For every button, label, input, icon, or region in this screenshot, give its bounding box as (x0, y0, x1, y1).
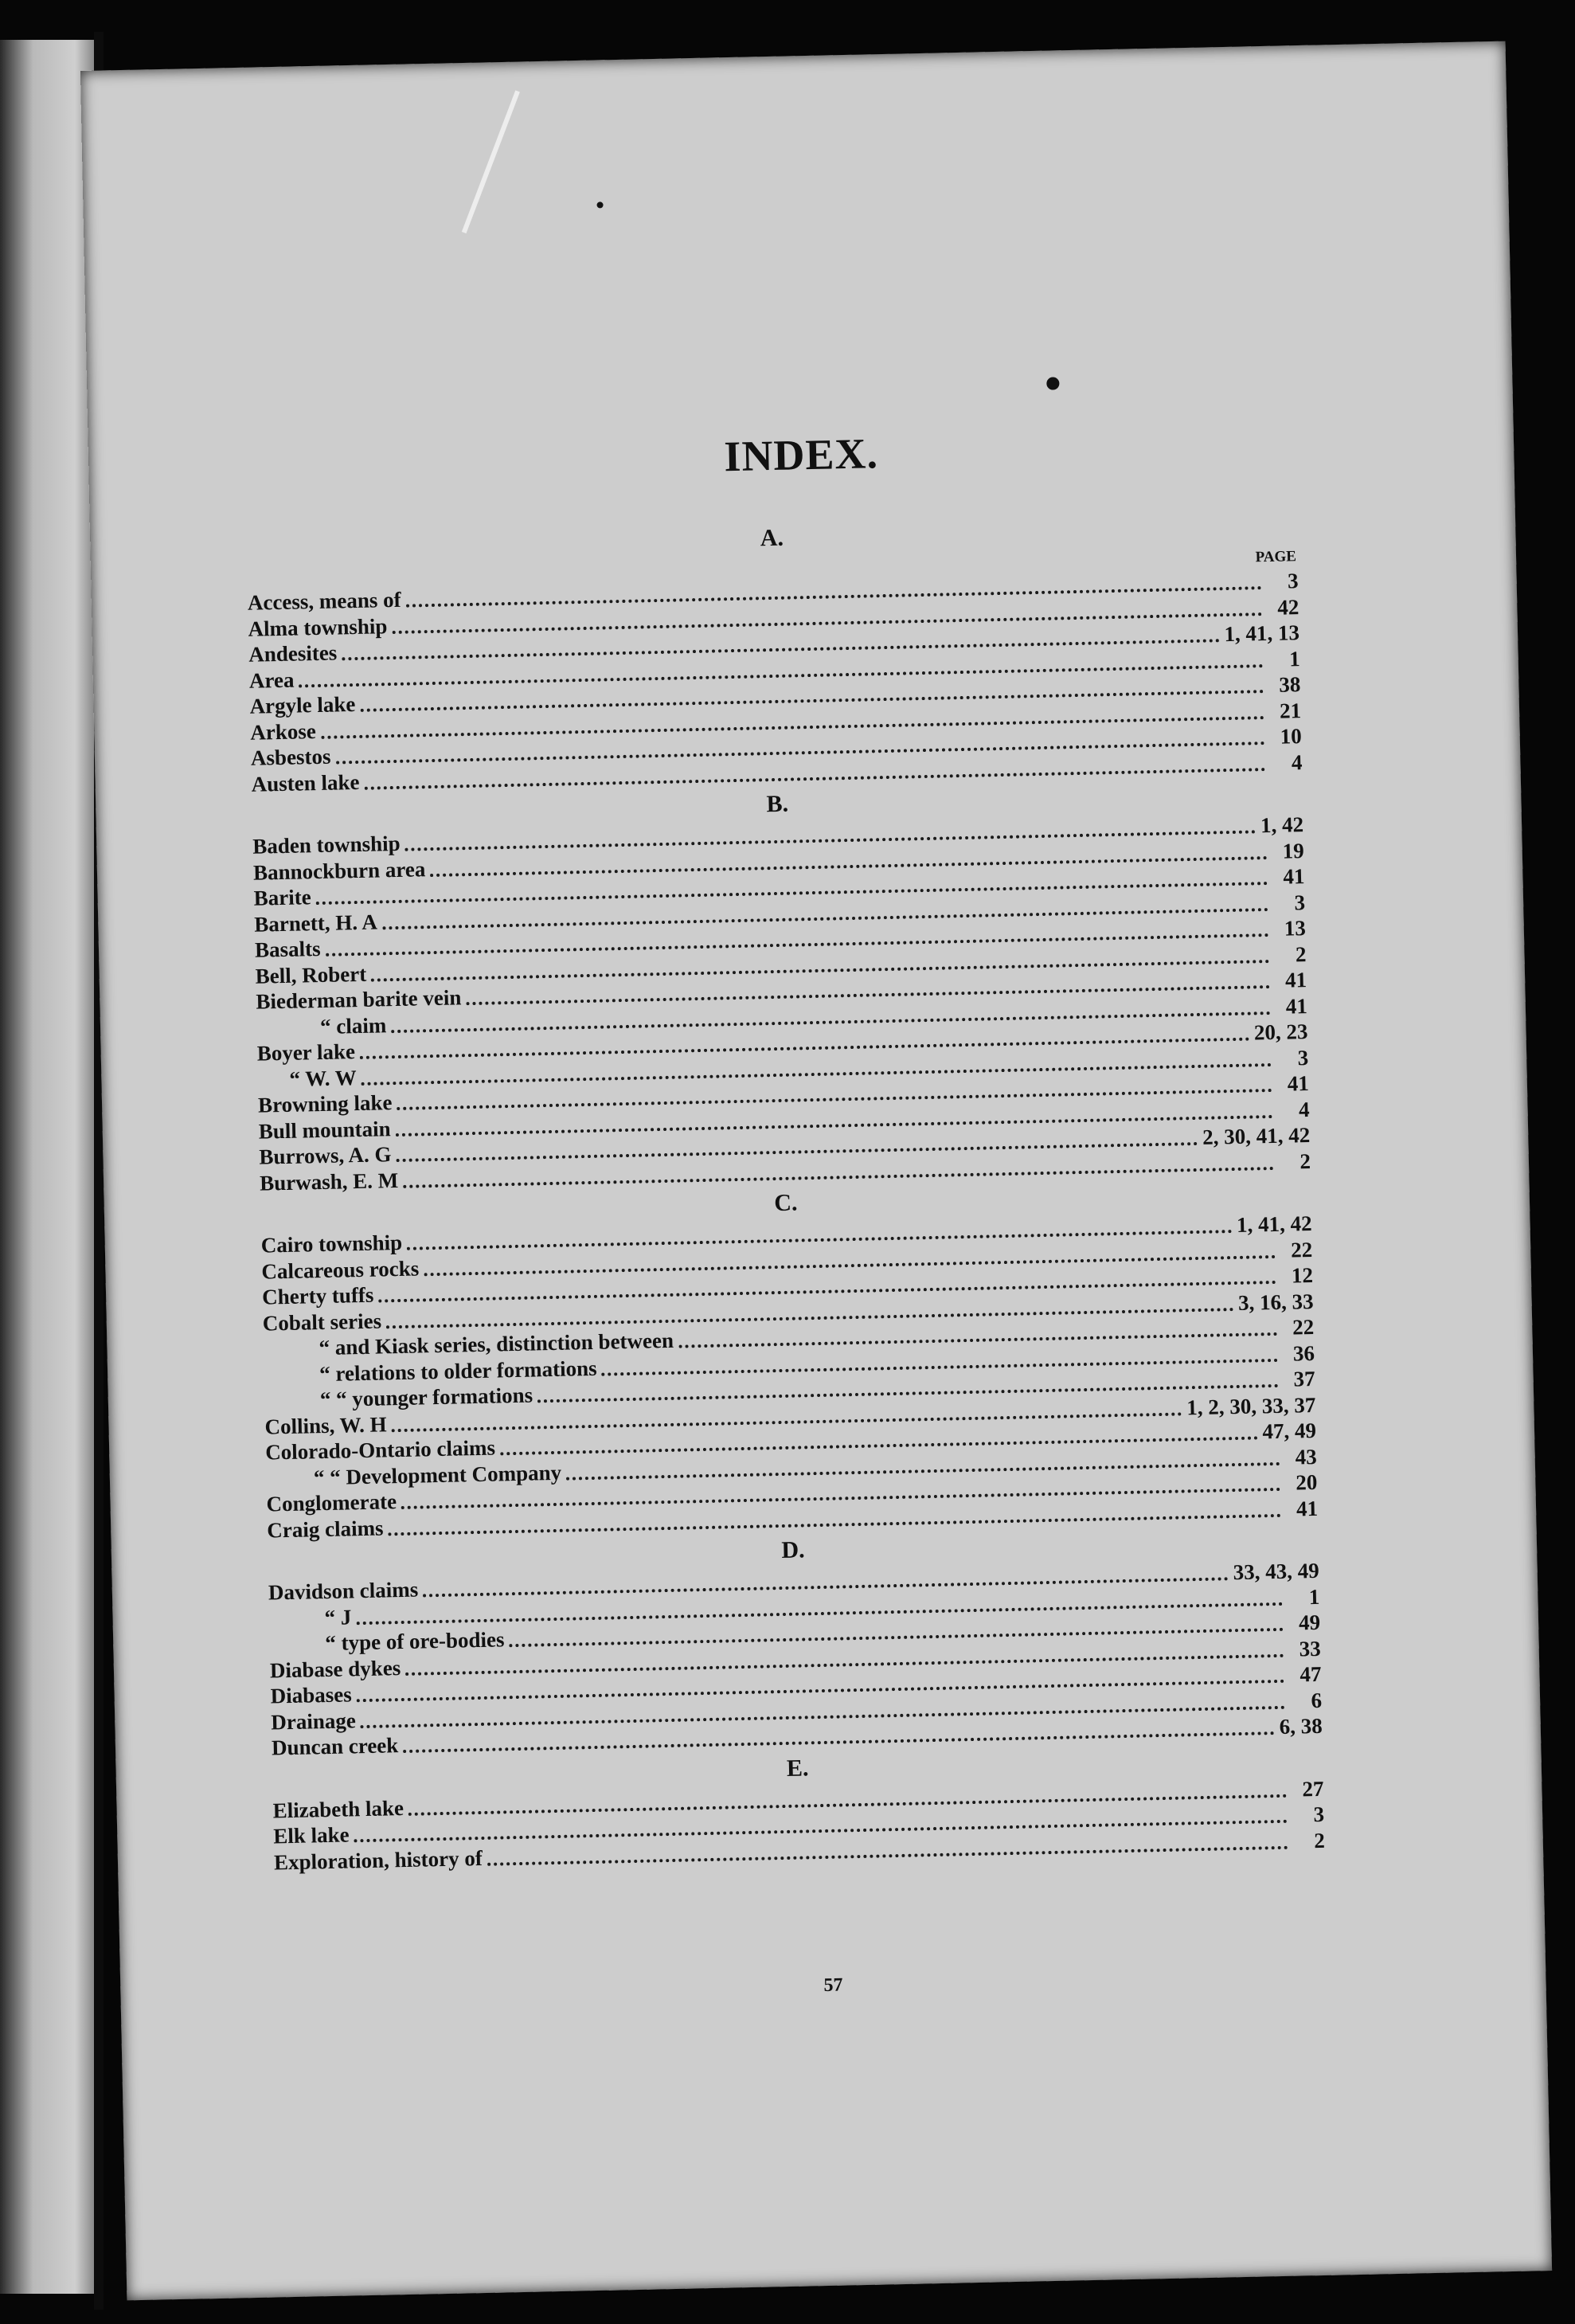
entry-label: Drainage (271, 1708, 357, 1734)
entry-pages: 1, 41, 13 (1224, 620, 1300, 647)
entry-label: Conglomerate (266, 1489, 397, 1516)
entry-label: Collins, W. H (264, 1411, 387, 1439)
entry-pages: 2 (1299, 1148, 1311, 1173)
dust-speck (596, 201, 603, 208)
entry-label: “ W. W (289, 1065, 358, 1091)
facing-page-edge (0, 40, 94, 2294)
index-section-c (260, 1174, 1319, 1543)
entry-pages: 20, 23 (1253, 1019, 1308, 1045)
entry-pages: 4 (1298, 1097, 1310, 1121)
entry-pages: 41 (1285, 993, 1308, 1019)
entry-pages: 38 (1279, 672, 1301, 697)
entry-pages: 20 (1296, 1469, 1318, 1495)
entry-label: Boyer lake (256, 1039, 356, 1066)
entry-label: Calcareous rocks (261, 1255, 420, 1284)
entry-label: Burrows, A. G (259, 1142, 392, 1169)
entry-label: Cobalt series (262, 1308, 382, 1336)
entry-pages: 1, 42 (1260, 812, 1304, 838)
page-title: INDEX. (723, 429, 879, 481)
index-list (246, 509, 1325, 1875)
entry-label: Cherty tuffs (261, 1282, 374, 1309)
entry-pages: 3, 16, 33 (1237, 1289, 1314, 1315)
index-section-e (272, 1739, 1325, 1875)
entry-label: Burwash, E. M (259, 1168, 399, 1195)
entry-pages: 43 (1295, 1444, 1317, 1469)
entry-pages: 2, 30, 41, 42 (1202, 1123, 1311, 1149)
entry-pages: 1 (1308, 1584, 1320, 1609)
entry-label: Area (248, 667, 295, 693)
entry-label: Arkose (249, 718, 317, 745)
dust-speck (1046, 377, 1059, 389)
index-section-a (246, 509, 1303, 797)
entry-label: “ “ Development Company (313, 1460, 562, 1489)
section-letter: C. (773, 1189, 798, 1217)
entry-label: “ and Kiask series, distinction between (319, 1328, 674, 1360)
entry-pages: 4 (1291, 749, 1303, 774)
page-column-heading: PAGE (1255, 548, 1297, 566)
entry-label: “ J (324, 1604, 352, 1630)
section-letter: A. (760, 524, 784, 552)
entry-label: Asbestos (250, 744, 331, 770)
section-letter: D. (781, 1536, 805, 1564)
entry-pages: 41 (1283, 864, 1305, 889)
entry-label: Barite (253, 885, 311, 910)
entry-pages: 12 (1291, 1262, 1314, 1288)
section-letter: E. (786, 1754, 809, 1782)
entry-pages: 1, 41, 42 (1236, 1211, 1312, 1237)
index-section-b (252, 775, 1311, 1196)
entry-pages: 3 (1313, 1802, 1325, 1827)
dot-leader (487, 1846, 1288, 1866)
entry-pages: 2 (1295, 941, 1307, 966)
entry-label: Barnett, H. A (254, 909, 378, 937)
entry-label: Davidson claims (268, 1577, 419, 1605)
entry-pages: 6 (1311, 1688, 1323, 1712)
entry-label: Elizabeth lake (272, 1795, 404, 1822)
page-number: 57 (823, 1974, 843, 1997)
entry-label: Alma township (248, 613, 388, 641)
entry-pages: 1 (1288, 646, 1300, 671)
entry-pages: 3 (1287, 569, 1299, 593)
entry-label: Austen lake (251, 769, 360, 796)
entry-label: Bull mountain (258, 1116, 391, 1144)
entry-pages: 41 (1296, 1496, 1319, 1520)
entry-pages: 1, 2, 30, 33, 37 (1186, 1392, 1316, 1419)
entry-label: Elk lake (273, 1822, 350, 1849)
entry-label: “ relations to older formations (319, 1356, 597, 1386)
entry-label: Argyle lake (249, 691, 356, 718)
entry-label: “ “ younger formations (319, 1383, 533, 1412)
entry-label: Exploration, history of (273, 1845, 483, 1874)
entry-pages: 37 (1293, 1366, 1315, 1391)
entry-pages: 33, 43, 49 (1233, 1558, 1319, 1585)
entry-pages: 22 (1292, 1314, 1315, 1340)
entry-label: Cairo township (260, 1230, 403, 1258)
entry-label: “ claim (319, 1012, 387, 1039)
entry-label: Access, means of (247, 587, 401, 615)
entry-pages: 41 (1287, 1071, 1310, 1096)
entry-pages: 49 (1298, 1610, 1321, 1635)
entry-label: Baden township (252, 831, 401, 859)
entry-label: Duncan creek (271, 1733, 399, 1760)
entry-pages: 47 (1299, 1661, 1322, 1687)
scanned-page (80, 41, 1552, 2301)
entry-pages: 47, 49 (1262, 1418, 1317, 1444)
entry-label: Diabase dykes (269, 1655, 401, 1683)
entry-pages: 10 (1280, 724, 1303, 749)
index-section-d (268, 1521, 1323, 1761)
entry-label: Colorado-Ontario claims (264, 1435, 496, 1465)
entry-label: “ type of ore-bodies (324, 1627, 505, 1656)
entry-pages: 21 (1279, 698, 1302, 723)
entry-pages: 42 (1276, 594, 1299, 620)
entry-pages: 36 (1292, 1340, 1315, 1366)
entry-label: Bell, Robert (255, 961, 367, 988)
entry-pages: 33 (1299, 1636, 1322, 1661)
entry-label: Diabases (270, 1682, 352, 1708)
entry-label: Basalts (254, 936, 321, 962)
entry-pages: 19 (1282, 838, 1305, 863)
entry-label: Biederman barite vein (256, 985, 462, 1014)
entry-label: Bannockburn area (252, 856, 426, 885)
entry-label: Browning lake (257, 1090, 393, 1117)
entry-pages: 41 (1284, 968, 1307, 992)
entry-pages: 27 (1302, 1776, 1324, 1801)
entry-pages: 3 (1297, 1045, 1309, 1070)
entry-pages: 22 (1290, 1237, 1313, 1262)
section-letter: B. (766, 790, 789, 818)
entry-pages: 6, 38 (1279, 1713, 1323, 1739)
entry-label: Andesites (248, 640, 338, 667)
entry-pages: 2 (1313, 1828, 1326, 1853)
film-scratch (462, 90, 520, 233)
entry-pages: 3 (1294, 890, 1306, 914)
entry-label: Craig claims (266, 1515, 384, 1543)
entry-pages: 13 (1284, 916, 1307, 941)
